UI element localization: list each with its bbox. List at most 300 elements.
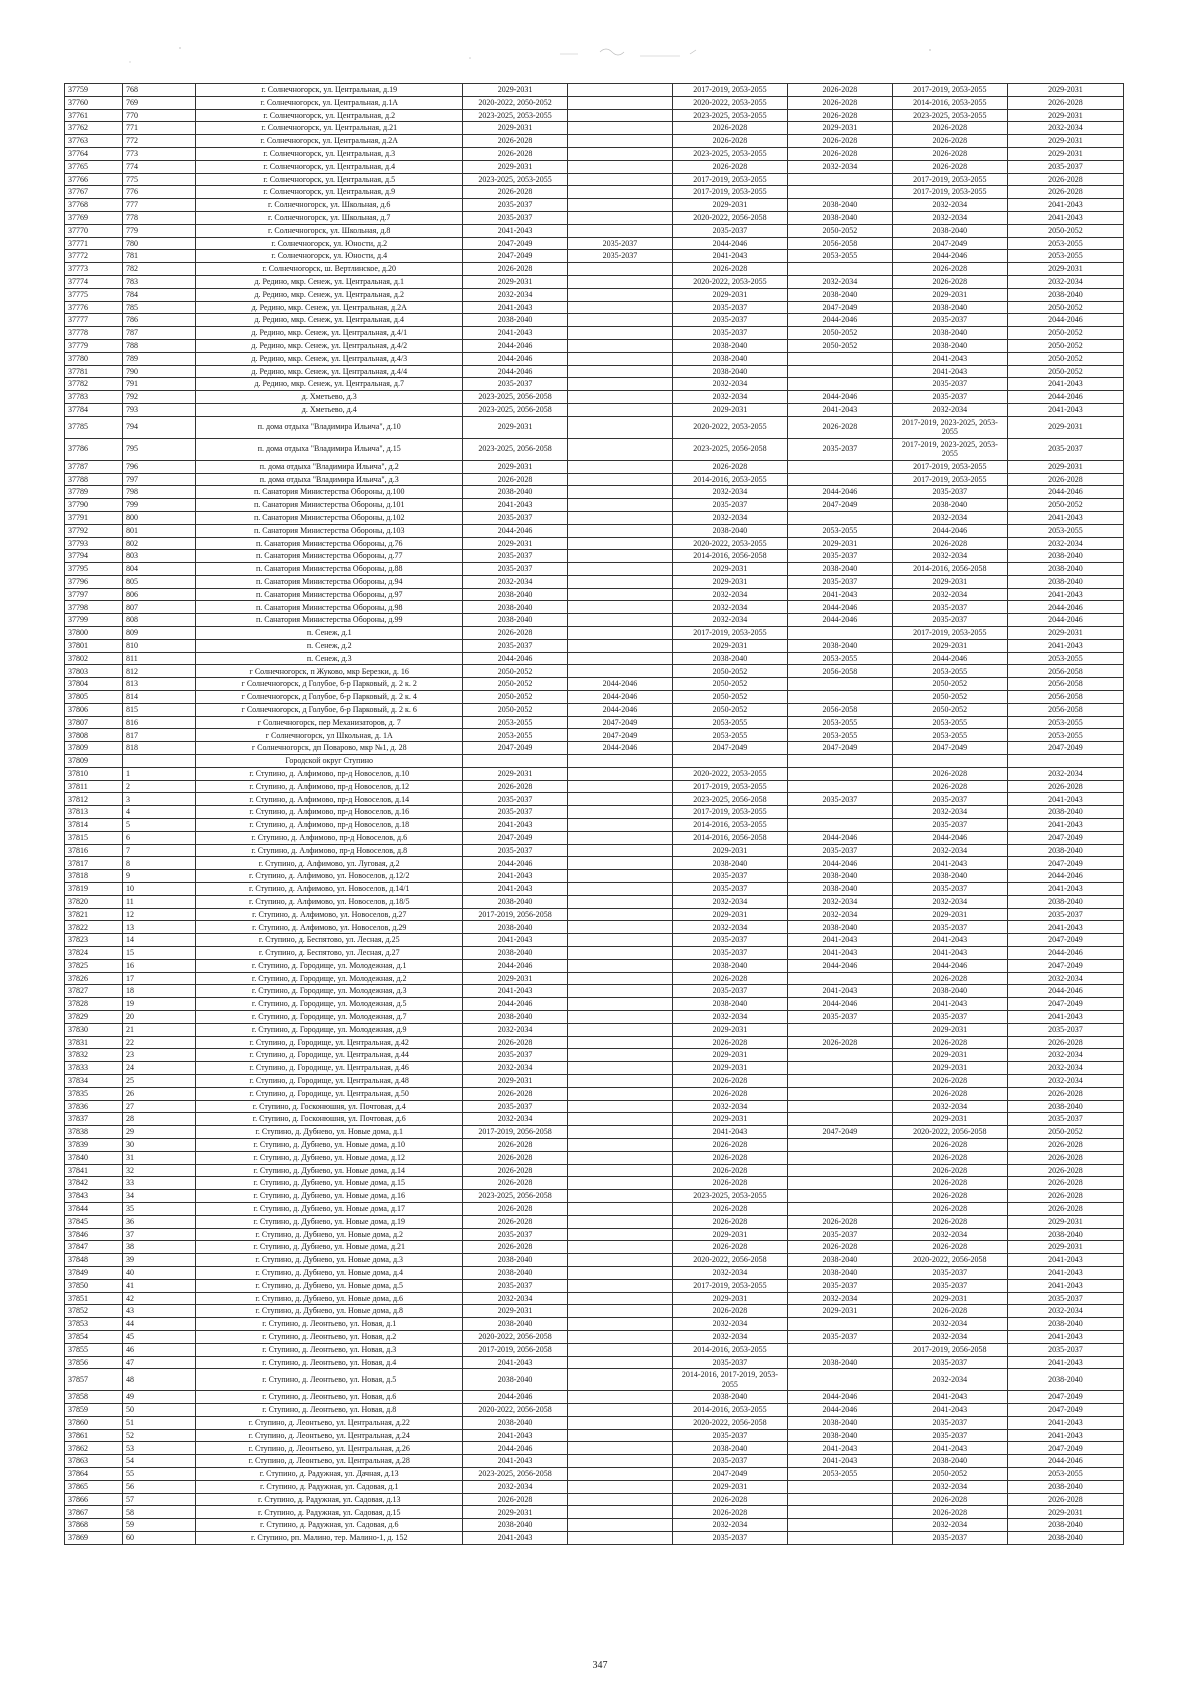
cell-address: г. Ступино, д. Дубнево, ул. Новые дома, д.21	[196, 1241, 463, 1254]
cell-term-col-9: 2053-2055	[1007, 729, 1123, 742]
cell-term-col-4: 2038-2040	[463, 588, 568, 601]
table-row	[65, 1480, 1124, 1493]
cell-term-col-8: 2041-2043	[892, 857, 1007, 870]
cell-term-col-4: 2041-2043	[463, 870, 568, 883]
cell-term-col-9: 2044-2046	[1007, 1455, 1123, 1468]
cell-item-number: 785	[123, 301, 196, 314]
cell-term-col-8: 2035-2037	[892, 1266, 1007, 1279]
cell-item-number: 789	[123, 352, 196, 365]
cell-term-col-9: 2041-2043	[1007, 1416, 1123, 1429]
cell-record-number: 37838	[65, 1126, 123, 1139]
cell-term-col-6: 2014-2016, 2017-2019, 2053-2055	[672, 1369, 787, 1391]
cell-item-number: 9	[123, 870, 196, 883]
cell-term-col-9: 2041-2043	[1007, 378, 1123, 391]
cell-term-col-9: 2035-2037	[1007, 1023, 1123, 1036]
cell-term-col-5	[568, 314, 673, 327]
cell-address: г. Ступино, д. Дубнево, ул. Новые дома, д.12	[196, 1151, 463, 1164]
cell-address: г. Ступино, д. Леонтьево, ул. Новая, д.8	[196, 1404, 463, 1417]
cell-term-col-8: 2029-2031	[892, 639, 1007, 652]
cell-term-col-8: 2026-2028	[892, 1215, 1007, 1228]
cell-term-col-4: 2023-2025, 2056-2058	[463, 1468, 568, 1481]
table-row	[65, 1442, 1124, 1455]
cell-term-col-8: 2017-2019, 2053-2055	[892, 84, 1007, 97]
cell-term-col-6: 2017-2019, 2053-2055	[672, 627, 787, 640]
table-row	[65, 1305, 1124, 1318]
cell-record-number: 37819	[65, 883, 123, 896]
cell-term-col-4: 2020-2022, 2056-2058	[463, 1404, 568, 1417]
cell-address: п. Сенеж, д.3	[196, 652, 463, 665]
cell-term-col-6: 2035-2037	[672, 224, 787, 237]
cell-address: г. Ступино, д. Алфимово, ул. Новоселов, д.18/5	[196, 895, 463, 908]
cell-term-col-8: 2032-2034	[892, 806, 1007, 819]
table-row	[65, 416, 1124, 438]
cell-record-number: 37777	[65, 314, 123, 327]
cell-record-number: 37769	[65, 211, 123, 224]
cell-term-col-7: 2053-2055	[787, 652, 892, 665]
cell-term-col-5	[568, 1177, 673, 1190]
cell-term-col-7	[787, 691, 892, 704]
cell-term-col-8: 2032-2034	[892, 1228, 1007, 1241]
cell-address: г Солнечногорск, пер Механизаторов, д. 7	[196, 716, 463, 729]
cell-record-number: 37865	[65, 1480, 123, 1493]
cell-term-col-7: 2026-2028	[787, 84, 892, 97]
cell-term-col-4: 2041-2043	[463, 499, 568, 512]
cell-term-col-4: 2026-2028	[463, 473, 568, 486]
cell-term-col-7	[787, 1023, 892, 1036]
cell-term-col-9: 2041-2043	[1007, 883, 1123, 896]
cell-term-col-4: 2041-2043	[463, 819, 568, 832]
cell-term-col-4: 2029-2031	[463, 767, 568, 780]
cell-term-col-6: 2026-2028	[672, 1074, 787, 1087]
cell-item-number: 20	[123, 1010, 196, 1023]
cell-term-col-9: 2035-2037	[1007, 1113, 1123, 1126]
cell-item-number: 11	[123, 895, 196, 908]
cell-term-col-7: 2044-2046	[787, 486, 892, 499]
cell-term-col-7: 2038-2040	[787, 1254, 892, 1267]
cell-record-number: 37764	[65, 147, 123, 160]
cell-term-col-8: 2029-2031	[892, 1049, 1007, 1062]
table-row	[65, 1228, 1124, 1241]
cell-record-number: 37837	[65, 1113, 123, 1126]
cell-term-col-5: 2044-2046	[568, 742, 673, 755]
cell-term-col-4: 2044-2046	[463, 998, 568, 1011]
cell-term-col-5	[568, 1493, 673, 1506]
cell-term-col-4: 2035-2037	[463, 639, 568, 652]
cell-term-col-9: 2044-2046	[1007, 870, 1123, 883]
cell-term-col-4: 2044-2046	[463, 339, 568, 352]
cell-term-col-5	[568, 857, 673, 870]
table-row	[65, 665, 1124, 678]
cell-term-col-4: 2044-2046	[463, 524, 568, 537]
cell-record-number: 37776	[65, 301, 123, 314]
cell-item-number: 50	[123, 1404, 196, 1417]
table-row	[65, 1164, 1124, 1177]
table-row	[65, 857, 1124, 870]
table-row	[65, 1100, 1124, 1113]
cell-term-col-5	[568, 1532, 673, 1545]
cell-address: г. Ступино, д. Дубнево, ул. Новые дома, д.3	[196, 1254, 463, 1267]
cell-term-col-9: 2044-2046	[1007, 614, 1123, 627]
cell-record-number: 37844	[65, 1202, 123, 1215]
cell-term-col-4: 2017-2019, 2056-2058	[463, 1343, 568, 1356]
cell-term-col-5	[568, 1330, 673, 1343]
table-row	[65, 199, 1124, 212]
cell-term-col-8: 2041-2043	[892, 352, 1007, 365]
cell-term-col-8: 2029-2031	[892, 908, 1007, 921]
table-row	[65, 588, 1124, 601]
cell-term-col-4: 2029-2031	[463, 1074, 568, 1087]
cell-term-col-5	[568, 365, 673, 378]
cell-item-number: 802	[123, 537, 196, 550]
cell-term-col-6: 2035-2037	[672, 1356, 787, 1369]
cell-item-number: 6	[123, 831, 196, 844]
cell-term-col-7: 2038-2040	[787, 1429, 892, 1442]
cell-term-col-5	[568, 224, 673, 237]
cell-item-number: 5	[123, 819, 196, 832]
cell-address: г. Ступино, д. Алфимово, пр-д Новоселов, д.8	[196, 844, 463, 857]
cell-term-col-4: 2038-2040	[463, 601, 568, 614]
cell-term-col-6: 2029-2031	[672, 1049, 787, 1062]
cell-term-col-6: 2035-2037	[672, 314, 787, 327]
cell-item-number: 795	[123, 438, 196, 460]
cell-term-col-9: 2026-2028	[1007, 1138, 1123, 1151]
table-row	[65, 511, 1124, 524]
cell-term-col-5	[568, 793, 673, 806]
cell-term-col-6: 2014-2016, 2056-2058	[672, 550, 787, 563]
table-row	[65, 819, 1124, 832]
cell-address: г. Ступино, д. Леонтьево, ул. Новая, д.3	[196, 1343, 463, 1356]
table-row	[65, 627, 1124, 640]
cell-term-col-7: 2038-2040	[787, 288, 892, 301]
cell-term-col-4: 2041-2043	[463, 1455, 568, 1468]
cell-term-col-7: 2053-2055	[787, 729, 892, 742]
cell-item-number: 776	[123, 186, 196, 199]
table-row	[65, 314, 1124, 327]
cell-term-col-9: 2026-2028	[1007, 1177, 1123, 1190]
cell-term-col-7: 2035-2037	[787, 1330, 892, 1343]
cell-record-number: 37868	[65, 1519, 123, 1532]
cell-term-col-7	[787, 1074, 892, 1087]
cell-term-col-4: 2041-2043	[463, 224, 568, 237]
cell-term-col-7: 2038-2040	[787, 1356, 892, 1369]
cell-address: п. Санатория Министерства Обороны, д.100	[196, 486, 463, 499]
cell-term-col-9: 2038-2040	[1007, 844, 1123, 857]
cell-address: г. Ступино, д. Городище, ул. Молодежная, д.9	[196, 1023, 463, 1036]
cell-term-col-6: 2026-2028	[672, 1087, 787, 1100]
cell-record-number: 37775	[65, 288, 123, 301]
cell-term-col-5	[568, 614, 673, 627]
table-row	[65, 1151, 1124, 1164]
cell-term-col-9: 2047-2049	[1007, 1404, 1123, 1417]
cell-term-col-4: 2044-2046	[463, 1442, 568, 1455]
cell-address: д. Редино, мкр. Сенеж, ул. Центральная, д.1	[196, 275, 463, 288]
cell-term-col-7: 2038-2040	[787, 639, 892, 652]
cell-term-col-7: 2044-2046	[787, 998, 892, 1011]
cell-term-col-4: 2029-2031	[463, 416, 568, 438]
cell-term-col-9: 2056-2058	[1007, 678, 1123, 691]
cell-term-col-5: 2047-2049	[568, 729, 673, 742]
cell-term-col-9: 2053-2055	[1007, 250, 1123, 263]
cell-term-col-4: 2032-2034	[463, 1023, 568, 1036]
cell-term-col-9: 2038-2040	[1007, 1228, 1123, 1241]
cell-address: д. Хметьево, д.3	[196, 391, 463, 404]
cell-term-col-4: 2035-2037	[463, 378, 568, 391]
cell-item-number: 783	[123, 275, 196, 288]
cell-address: г. Солнечногорск, ш. Вертлинское, д.20	[196, 263, 463, 276]
cell-term-col-8: 2038-2040	[892, 301, 1007, 314]
cell-item-number: 817	[123, 729, 196, 742]
cell-term-col-7: 2026-2028	[787, 416, 892, 438]
cell-term-col-8: 2026-2028	[892, 263, 1007, 276]
cell-term-col-7: 2041-2043	[787, 985, 892, 998]
cell-term-col-8: 2044-2046	[892, 250, 1007, 263]
cell-record-number: 37772	[65, 250, 123, 263]
cell-term-col-8: 2026-2028	[892, 1074, 1007, 1087]
cell-term-col-7: 2041-2043	[787, 947, 892, 960]
cell-item-number: 3	[123, 793, 196, 806]
cell-term-col-5	[568, 1010, 673, 1023]
cell-record-number: 37801	[65, 639, 123, 652]
table-row	[65, 352, 1124, 365]
table-row	[65, 1241, 1124, 1254]
cell-address: п. Санатория Министерства Обороны, д.102	[196, 511, 463, 524]
cell-term-col-5	[568, 627, 673, 640]
table-row	[65, 537, 1124, 550]
cell-item-number: 771	[123, 122, 196, 135]
cell-address: д. Редино, мкр. Сенеж, ул. Центральная, д.7	[196, 378, 463, 391]
table-row	[65, 1343, 1124, 1356]
cell-record-number: 37771	[65, 237, 123, 250]
cell-record-number: 37768	[65, 199, 123, 212]
cell-term-col-7	[787, 1100, 892, 1113]
cell-record-number: 37811	[65, 780, 123, 793]
cell-record-number: 37854	[65, 1330, 123, 1343]
cell-term-col-9: 2035-2037	[1007, 908, 1123, 921]
cell-record-number: 37817	[65, 857, 123, 870]
cell-term-col-8: 2026-2028	[892, 972, 1007, 985]
cell-term-col-8: 2044-2046	[892, 831, 1007, 844]
cell-item-number: 30	[123, 1138, 196, 1151]
cell-address: г. Солнечногорск, ул. Центральная, д.3	[196, 147, 463, 160]
cell-term-col-9: 2056-2058	[1007, 691, 1123, 704]
cell-term-col-7: 2032-2034	[787, 160, 892, 173]
cell-term-col-5	[568, 486, 673, 499]
cell-address: г. Солнечногорск, ул. Школьная, д.8	[196, 224, 463, 237]
cell-term-col-8: 2017-2019, 2056-2058	[892, 1343, 1007, 1356]
cell-term-col-4: 2041-2043	[463, 1429, 568, 1442]
cell-record-number: 37859	[65, 1404, 123, 1417]
cell-address: п. Санатория Министерства Обороны, д.103	[196, 524, 463, 537]
cell-term-col-5	[568, 563, 673, 576]
cell-term-col-9: 2044-2046	[1007, 947, 1123, 960]
cell-term-col-4: 2029-2031	[463, 460, 568, 473]
cell-term-col-6: 2029-2031	[672, 844, 787, 857]
cell-term-col-8: 2029-2031	[892, 288, 1007, 301]
cell-term-col-9: 2026-2028	[1007, 780, 1123, 793]
cell-term-col-5	[568, 275, 673, 288]
cell-record-number: 37845	[65, 1215, 123, 1228]
cell-term-col-4: 2026-2028	[463, 135, 568, 148]
cell-address: г. Ступино, д. Алфимово, ул. Новоселов, д.12/2	[196, 870, 463, 883]
cell-term-col-7	[787, 1087, 892, 1100]
cell-item-number: 818	[123, 742, 196, 755]
cell-term-col-7: 2041-2043	[787, 1442, 892, 1455]
cell-address: д. Редино, мкр. Сенеж, ул. Центральная, д.4/1	[196, 327, 463, 340]
cell-term-col-7	[787, 627, 892, 640]
cell-term-col-6: 2029-2031	[672, 908, 787, 921]
cell-address: г. Ступино, д. Дубнево, ул. Новые дома, д.2	[196, 1228, 463, 1241]
cell-term-col-5	[568, 339, 673, 352]
cell-term-col-6: 2014-2016, 2053-2055	[672, 1404, 787, 1417]
cell-term-col-9: 2038-2040	[1007, 806, 1123, 819]
table-row	[65, 883, 1124, 896]
cell-term-col-5	[568, 550, 673, 563]
cell-term-col-6: 2026-2028	[672, 160, 787, 173]
cell-item-number: 782	[123, 263, 196, 276]
cell-term-col-5	[568, 1266, 673, 1279]
cell-term-col-9: 2032-2034	[1007, 1062, 1123, 1075]
cell-term-col-6: 2035-2037	[672, 985, 787, 998]
cell-term-col-7	[787, 678, 892, 691]
cell-address: г. Солнечногорск, ул. Школьная, д.6	[196, 199, 463, 212]
cell-term-col-8: 2029-2031	[892, 575, 1007, 588]
cell-term-col-7: 2032-2034	[787, 908, 892, 921]
cell-term-col-5	[568, 806, 673, 819]
cell-record-number: 37760	[65, 96, 123, 109]
cell-term-col-5: 2035-2037	[568, 250, 673, 263]
cell-term-col-7	[787, 352, 892, 365]
cell-address: г. Ступино, д. Госконюшня, ул. Почтовая, д.4	[196, 1100, 463, 1113]
cell-item-number: 799	[123, 499, 196, 512]
cell-term-col-4: 2029-2031	[463, 972, 568, 985]
cell-term-col-9: 2032-2034	[1007, 1049, 1123, 1062]
cell-record-number: 37833	[65, 1062, 123, 1075]
cell-record-number: 37850	[65, 1279, 123, 1292]
cell-term-col-5	[568, 135, 673, 148]
cell-term-col-7: 2035-2037	[787, 793, 892, 806]
cell-term-col-8: 2029-2031	[892, 1023, 1007, 1036]
cell-term-col-8: 2026-2028	[892, 1241, 1007, 1254]
cell-term-col-8: 2029-2031	[892, 1292, 1007, 1305]
cell-item-number: 31	[123, 1151, 196, 1164]
cell-term-col-5	[568, 1241, 673, 1254]
cell-term-col-5	[568, 1062, 673, 1075]
cell-record-number: 37779	[65, 339, 123, 352]
cell-term-col-5	[568, 819, 673, 832]
cell-term-col-5	[568, 378, 673, 391]
cell-record-number: 37800	[65, 627, 123, 640]
cell-record-number: 37862	[65, 1442, 123, 1455]
table-row	[65, 96, 1124, 109]
cell-term-col-9: 2041-2043	[1007, 511, 1123, 524]
cell-term-col-8: 2035-2037	[892, 793, 1007, 806]
cell-term-col-8: 2035-2037	[892, 614, 1007, 627]
cell-term-col-6: 2014-2016, 2053-2055	[672, 473, 787, 486]
cell-term-col-4: 2041-2043	[463, 1532, 568, 1545]
table-row	[65, 1369, 1124, 1391]
cell-term-col-7	[787, 1151, 892, 1164]
cell-address: г. Солнечногорск, ул. Центральная, д.21	[196, 122, 463, 135]
cell-term-col-5	[568, 1049, 673, 1062]
cell-term-col-6: 2026-2028	[672, 972, 787, 985]
cell-term-col-8: 2020-2022, 2056-2058	[892, 1254, 1007, 1267]
cell-term-col-8: 2026-2028	[892, 147, 1007, 160]
cell-term-col-4: 2041-2043	[463, 985, 568, 998]
table-row	[65, 1190, 1124, 1203]
cell-term-col-9: 2044-2046	[1007, 314, 1123, 327]
cell-term-col-4: 2020-2022, 2050-2052	[463, 96, 568, 109]
cell-term-col-9: 2029-2031	[1007, 1506, 1123, 1519]
cell-item-number: 60	[123, 1532, 196, 1545]
table-row	[65, 122, 1124, 135]
cell-term-col-4: 2041-2043	[463, 301, 568, 314]
cell-term-col-7: 2047-2049	[787, 742, 892, 755]
cell-term-col-5	[568, 1343, 673, 1356]
cell-term-col-9: 2044-2046	[1007, 486, 1123, 499]
cell-item-number: 37	[123, 1228, 196, 1241]
cell-term-col-6: 2035-2037	[672, 1429, 787, 1442]
cell-term-col-9: 2041-2043	[1007, 1429, 1123, 1442]
cell-record-number: 37763	[65, 135, 123, 148]
cell-item-number: 28	[123, 1113, 196, 1126]
cell-term-col-8: 2035-2037	[892, 1010, 1007, 1023]
cell-record-number: 37761	[65, 109, 123, 122]
cell-term-col-5	[568, 1455, 673, 1468]
cell-item-number: 14	[123, 934, 196, 947]
cell-address: г. Ступино, д. Радужная, ул. Садовая, д.13	[196, 1493, 463, 1506]
cell-term-col-9: 2026-2028	[1007, 1190, 1123, 1203]
cell-term-col-8: 2029-2031	[892, 1062, 1007, 1075]
cell-term-col-5	[568, 1228, 673, 1241]
cell-term-col-7: 2026-2028	[787, 1241, 892, 1254]
cell-term-col-6: 2026-2028	[672, 1241, 787, 1254]
cell-term-col-9: 2029-2031	[1007, 263, 1123, 276]
cell-term-col-8: 2026-2028	[892, 1036, 1007, 1049]
cell-term-col-4: 2026-2028	[463, 780, 568, 793]
cell-term-col-8: 2017-2019, 2053-2055	[892, 173, 1007, 186]
cell-term-col-5	[568, 1087, 673, 1100]
cell-term-col-5	[568, 1468, 673, 1481]
table-row	[65, 998, 1124, 1011]
cell-term-col-7: 2044-2046	[787, 314, 892, 327]
cell-record-number: 37791	[65, 511, 123, 524]
cell-term-col-8: 2026-2028	[892, 1151, 1007, 1164]
cell-record-number: 37842	[65, 1177, 123, 1190]
cell-term-col-9: 2029-2031	[1007, 460, 1123, 473]
cell-term-col-4: 2035-2037	[463, 1100, 568, 1113]
cell-term-col-5	[568, 1369, 673, 1391]
cell-term-col-6: 2017-2019, 2053-2055	[672, 173, 787, 186]
cell-item-number: 804	[123, 563, 196, 576]
cell-term-col-7	[787, 1177, 892, 1190]
cell-term-col-5	[568, 844, 673, 857]
table-row	[65, 716, 1124, 729]
cell-address: г Солнечногорск, дп Поварово, мкр №1, д. 28	[196, 742, 463, 755]
cell-term-col-5: 2047-2049	[568, 716, 673, 729]
cell-record-number: 37835	[65, 1087, 123, 1100]
cell-term-col-9: 2026-2028	[1007, 1202, 1123, 1215]
cell-term-col-9: 2041-2043	[1007, 1279, 1123, 1292]
cell-term-col-8: 2035-2037	[892, 1356, 1007, 1369]
cell-term-col-7	[787, 173, 892, 186]
cell-term-col-9: 2035-2037	[1007, 160, 1123, 173]
cell-term-col-5	[568, 1164, 673, 1177]
cell-address: п. Санатория Министерства Обороны, д.97	[196, 588, 463, 601]
cell-record-number: 37857	[65, 1369, 123, 1391]
cell-item-number: 25	[123, 1074, 196, 1087]
table-row	[65, 1416, 1124, 1429]
cell-item-number: 791	[123, 378, 196, 391]
